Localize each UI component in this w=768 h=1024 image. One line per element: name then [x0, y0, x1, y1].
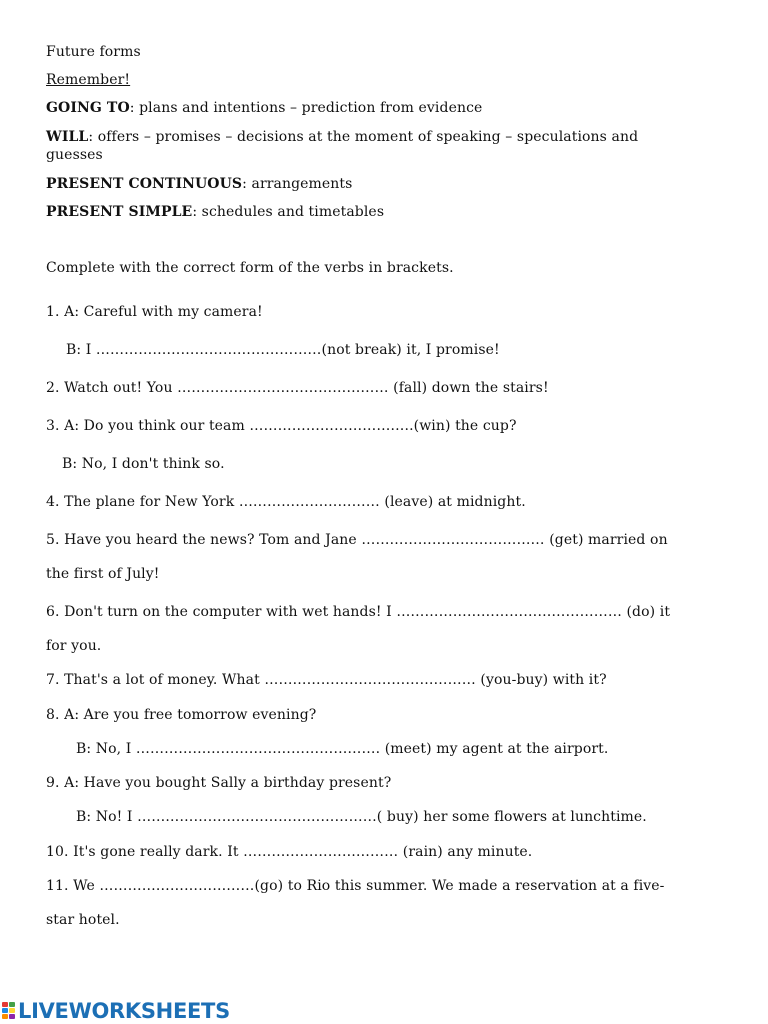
- rule-term: PRESENT CONTINUOUS: [46, 176, 243, 192]
- exercise-line: star hotel.: [46, 912, 120, 928]
- remember-heading: Remember!: [46, 72, 131, 88]
- exercise-line: for you.: [46, 638, 102, 654]
- rule-will: [46, 128, 638, 146]
- rule-term: PRESENT SIMPLE: [46, 204, 193, 220]
- liveworksheets-logo-text: LIVEWORKSHEETS: [18, 999, 230, 1023]
- rule-going-to: [46, 99, 482, 117]
- exercise-line: the first of July!: [46, 566, 160, 582]
- rule-desc: : offers – promises – decisions at the moment of speaking – speculations and: [88, 129, 639, 145]
- page-title: Future forms: [46, 44, 141, 60]
- exercise-line: 8. A: Are you free tomorrow evening?: [46, 707, 317, 723]
- liveworksheets-logo-icon: [2, 1002, 16, 1020]
- exercise-line: 2. Watch out! You ……………………………………… (fall) down the stairs!: [46, 380, 549, 396]
- rule-present-continuous: [46, 175, 352, 193]
- rule-term: WILL: [46, 129, 89, 145]
- rule-desc: : plans and intentions – prediction from evidence: [129, 100, 483, 116]
- instruction: Complete with the correct form of the verbs in brackets.: [46, 260, 454, 276]
- exercise-line: 9. A: Have you bought Sally a birthday present?: [46, 775, 392, 791]
- exercise-line: B: No! I ……………………………………………( buy) her some flowers at lunchtime.: [76, 809, 647, 825]
- exercise-line: 3. A: Do you think our team ……………………………..(win) the cup?: [46, 418, 517, 434]
- exercise-line: B: No, I ……………………………………………. (meet) my agent at the airport.: [76, 741, 609, 757]
- logo-square: [2, 1002, 8, 1007]
- logo-square: [2, 1008, 8, 1013]
- exercise-line: 11. We ……………………………(go) to Rio this summer. We made a reservation at a five-: [46, 878, 665, 894]
- exercise-line: 5. Have you heard the news? Tom and Jane ………………………………… (get) married on: [46, 532, 668, 548]
- exercise-line: 6. Don't turn on the computer with wet hands! I ………………………………………… (do) it: [46, 604, 671, 620]
- rule-desc: : arrangements: [242, 176, 353, 192]
- rule-desc: : schedules and timetables: [192, 204, 385, 220]
- exercise-line: 4. The plane for New York ………………………… (leave) at midnight.: [46, 494, 526, 510]
- liveworksheets-logo: [2, 998, 230, 1024]
- logo-square: [2, 1014, 8, 1019]
- logo-square: [9, 1002, 15, 1007]
- exercise-line: 10. It's gone really dark. It …………………………… (rain) any minute.: [46, 844, 533, 860]
- rule-will-continued: guesses: [46, 147, 103, 163]
- logo-square: [9, 1008, 15, 1013]
- exercise-line: B: No, I don't think so.: [62, 456, 225, 472]
- exercise-line: B: I …………………………………………(not break) it, I promise!: [66, 342, 500, 358]
- rule-term: GOING TO: [46, 100, 130, 116]
- exercise-line: 7. That's a lot of money. What ……………………………………… (you-buy) with it?: [46, 672, 607, 688]
- logo-square: [9, 1014, 15, 1019]
- rule-present-simple: [46, 203, 384, 221]
- exercise-line: 1. A: Careful with my camera!: [46, 304, 263, 320]
